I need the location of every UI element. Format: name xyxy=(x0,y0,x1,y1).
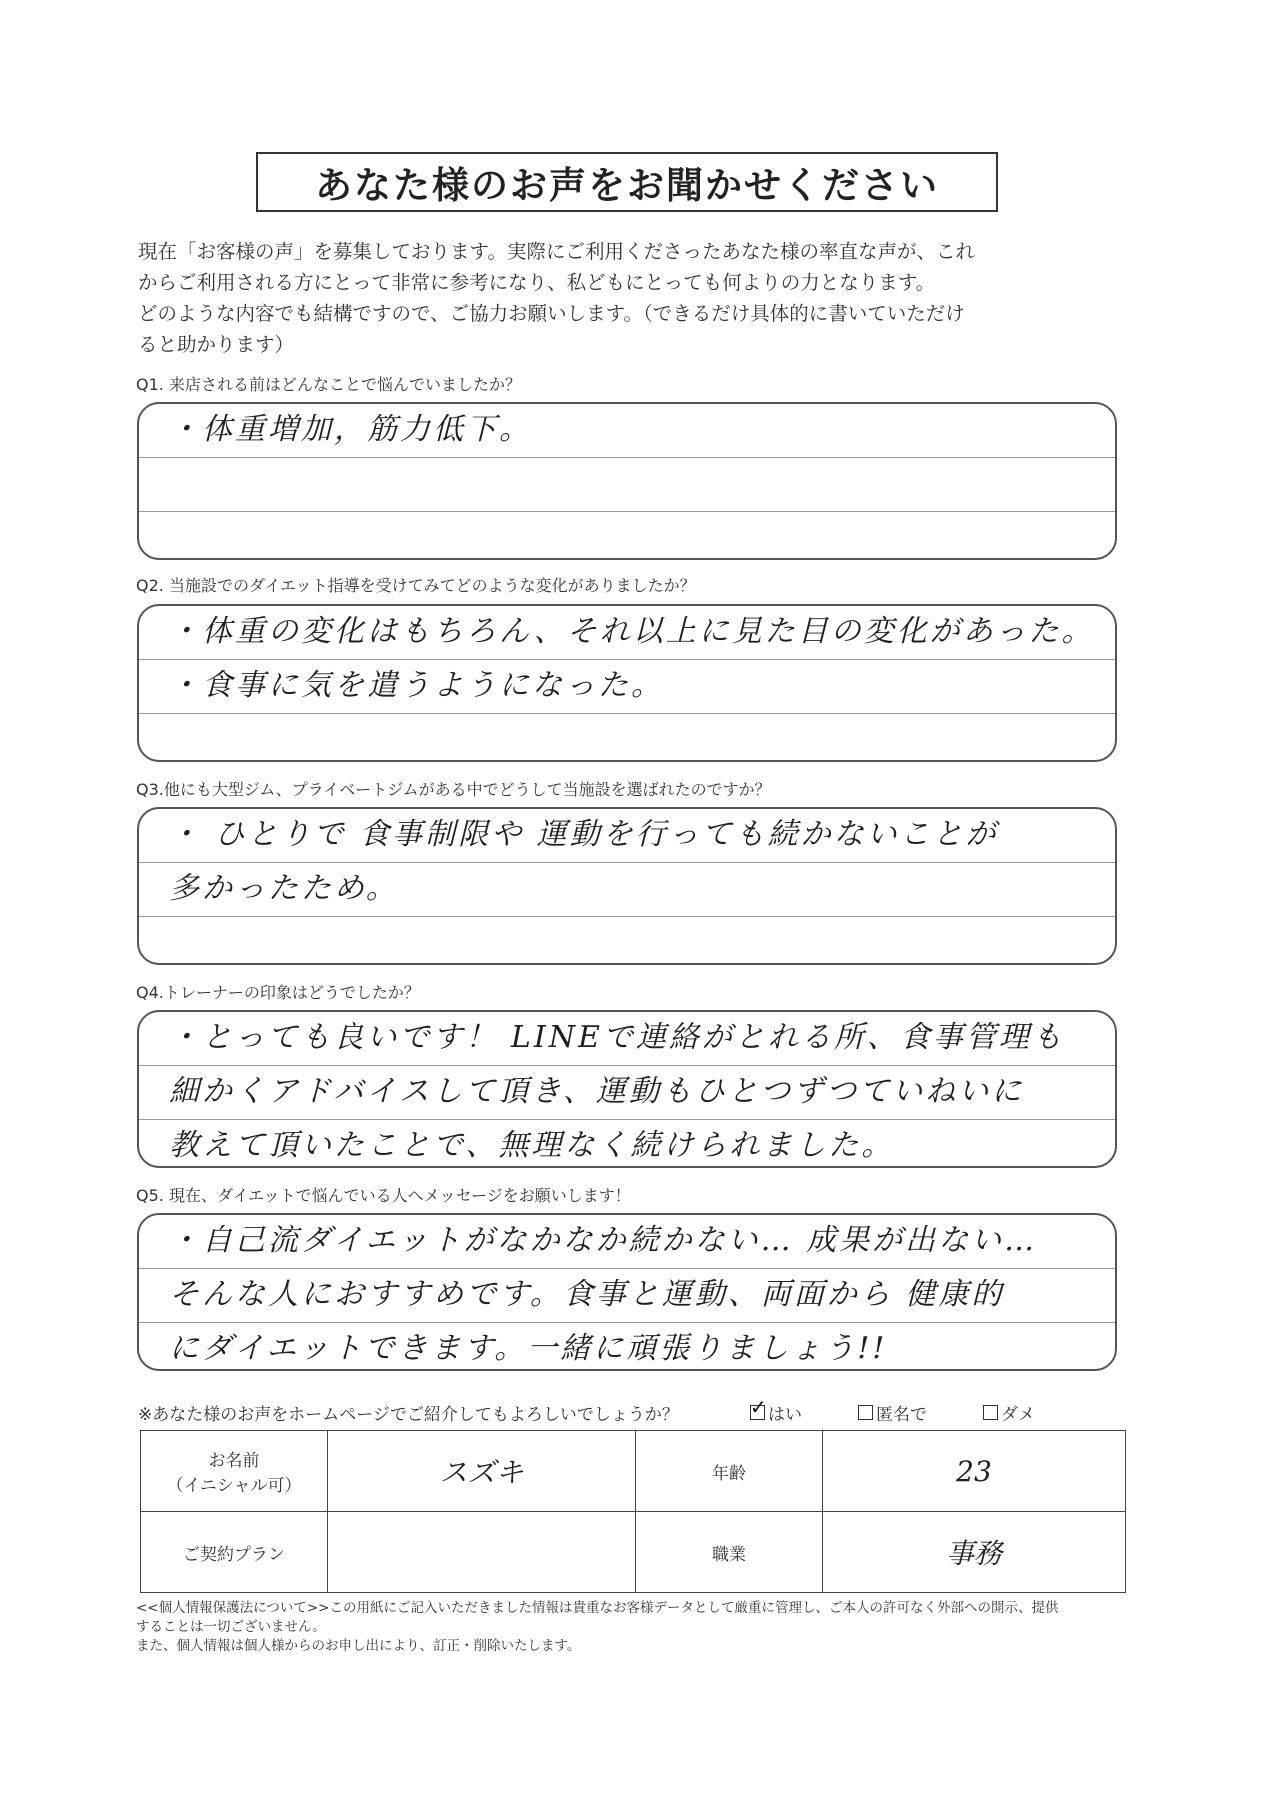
answer-line xyxy=(139,714,1115,762)
plan-label: ご契約プラン xyxy=(141,1512,328,1593)
customer-info-table xyxy=(140,1430,1126,1593)
form-title: あなた様のお声をお聞かせください xyxy=(256,152,998,212)
answer-line: 多かったため。 xyxy=(139,863,1115,917)
check-mark-icon: ✓ xyxy=(750,1395,767,1419)
question-1-label: Q1. 来店される前はどんなことで悩んでいましたか？ xyxy=(136,375,521,394)
question-2-label: Q2. 当施設でのダイエット指導を受けてみてどのような変化がありましたか？ xyxy=(136,576,696,595)
answer-line: にダイエットできます。一緒に頑張りましょう!! xyxy=(169,1331,888,1366)
checkbox-checked-icon[interactable] xyxy=(750,1395,767,1420)
question-5-answer-box[interactable] xyxy=(137,1213,1117,1371)
consent-option-label: はい xyxy=(768,1405,802,1425)
answer-line: ・自己流ダイエットがなかなか続かない… 成果が出ない… xyxy=(139,1215,1115,1269)
question-4-answer-box[interactable] xyxy=(137,1010,1117,1168)
question-2-answer-box[interactable] xyxy=(137,604,1117,762)
answer-line: ・体重の変化はもちろん、それ以上に見た目の変化があった。 xyxy=(139,606,1115,660)
consent-option-label: ダメ xyxy=(1001,1405,1035,1425)
age-value[interactable]: 23 xyxy=(823,1431,1126,1512)
intro-line: 現在「お客様の声」を募集しております。実際にご利用くださったあなた様の率直な声が、これ xyxy=(138,240,975,263)
question-5-label: Q5. 現在、ダイエットで悩んでいる人へメッセージをお願いします！ xyxy=(136,1186,631,1205)
name-value[interactable]: スズキ xyxy=(328,1431,636,1512)
question-3-answer-box[interactable] xyxy=(137,807,1117,965)
checkbox-icon[interactable] xyxy=(858,1405,873,1420)
age-label: 年齢 xyxy=(636,1431,823,1512)
privacy-line: また、個人情報は個人様からのお申し出により、訂正・削除いたします。 xyxy=(136,1638,581,1654)
table-row xyxy=(141,1431,1126,1512)
plan-value[interactable] xyxy=(328,1512,636,1593)
job-value[interactable]: 事務 xyxy=(823,1512,1126,1593)
name-label-cell xyxy=(141,1431,328,1512)
answer-line: ・とっても良いです！ LINEで連絡がとれる所、食事管理も xyxy=(139,1012,1115,1066)
privacy-notice xyxy=(136,1599,1136,1656)
intro-text xyxy=(138,236,1138,360)
publish-consent xyxy=(138,1395,1128,1425)
answer-line xyxy=(139,458,1115,512)
question-1-answer-box[interactable] xyxy=(137,402,1117,560)
consent-option-anonymous[interactable] xyxy=(858,1400,927,1425)
job-label: 職業 xyxy=(636,1512,823,1593)
intro-line: どのような内容でも結構ですので、ご協力お願いします。（できるだけ具体的に書いていただけ xyxy=(138,302,965,325)
consent-question: ※あなた様のお声をホームページでご紹介してもよろしいでしょうか？ xyxy=(138,1405,679,1425)
table-row xyxy=(141,1512,1126,1593)
question-4-label: Q4.トレーナーの印象はどうでしたか？ xyxy=(136,983,420,1002)
name-label: お名前 xyxy=(208,1451,260,1471)
name-label-note: （イニシャル可） xyxy=(166,1476,302,1496)
privacy-line: <<個人情報保護法について>>この用紙にご記入いただきました情報は貴重なお客様データとして厳重に管理し、ご本人の許可なく外部への開示、提供 xyxy=(136,1600,1059,1616)
answer-line: ・食事に気を遣うようになった。 xyxy=(139,660,1115,714)
checkbox-icon[interactable] xyxy=(983,1405,998,1420)
answer-line: そんな人におすすめです。食事と運動、両面から 健康的 xyxy=(139,1269,1115,1323)
answer-line: ・体重増加，筋力低下。 xyxy=(139,404,1115,458)
intro-line: ると助かります） xyxy=(138,333,295,356)
answer-line xyxy=(139,512,1115,560)
intro-line: からご利用される方にとって非常に参考になり、私どもにとっても何よりの力となります。 xyxy=(138,271,936,294)
consent-option-label: 匿名で xyxy=(876,1405,927,1425)
question-3-label: Q3.他にも大型ジム、プライベートジムがある中でどうして当施設を選ばれたのですか？ xyxy=(136,780,771,799)
consent-option-yes[interactable] xyxy=(750,1395,802,1425)
answer-line xyxy=(139,917,1115,965)
answer-line: 教えて頂いたことで、無理なく続けられました。 xyxy=(169,1128,895,1163)
answer-line: ・ ひとりで 食事制限や 運動を行っても続かないことが xyxy=(139,809,1115,863)
answer-line: 細かくアドバイスして頂き、運動もひとつずつていねいに xyxy=(139,1066,1115,1120)
consent-option-no[interactable] xyxy=(983,1400,1035,1425)
privacy-line: することは一切ございません。 xyxy=(136,1619,326,1635)
